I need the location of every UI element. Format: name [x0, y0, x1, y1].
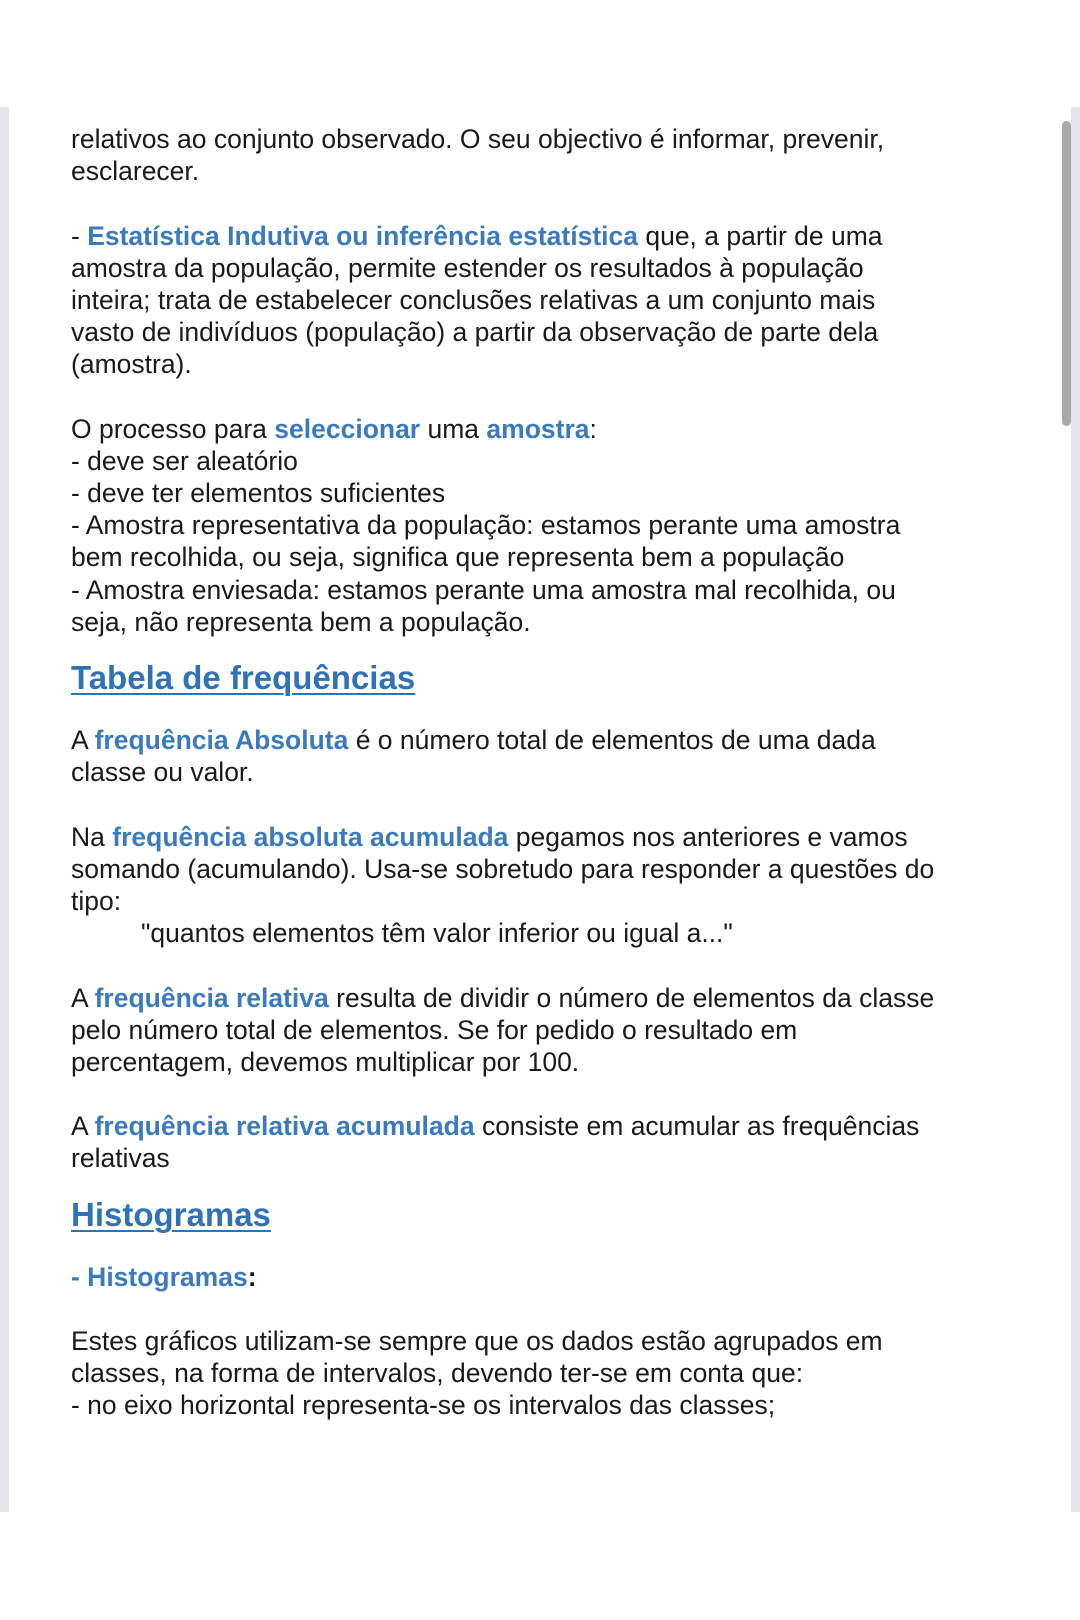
text: A	[71, 1111, 95, 1142]
intro-line: relativos ao conjunto observado. O seu objectivo é informar, prevenir,	[71, 124, 885, 154]
term-absolute-frequency: frequência Absoluta	[94, 725, 349, 755]
scrollbar-thumb[interactable]	[1062, 121, 1071, 426]
list-item: bem recolhida, ou seja, significa que representa bem a população	[71, 542, 845, 573]
text: uma	[420, 413, 487, 444]
quote-line: "quantos elementos têm valor inferior ou igual a..."	[141, 918, 733, 949]
paragraph-line: - no eixo horizontal representa-se os intervalos das classes;	[71, 1390, 776, 1421]
term-cumulative-absolute-frequency: frequência absoluta acumulada	[112, 821, 509, 852]
left-border	[0, 107, 9, 1512]
list-item: - deve ser aleatório	[71, 445, 298, 476]
paragraph-line: somando (acumulando). Usa-se sobretudo para responder a questões do	[71, 853, 935, 884]
paragraph-line: Estes gráficos utilizam-se sempre que os dados estão agrupados em	[71, 1326, 883, 1356]
intro-line: esclarecer.	[71, 156, 200, 187]
inductive-paragraph	[71, 220, 1031, 252]
text: que, a partir de uma	[637, 220, 883, 251]
paragraph-line: (amostra).	[71, 349, 192, 380]
cumulative-relative-paragraph	[71, 1110, 1031, 1142]
text: O processo para	[71, 413, 275, 444]
histograms-subheading	[71, 1261, 1031, 1293]
paragraph-line: percentagem, devemos multiplicar por 100.	[71, 1046, 580, 1077]
term-cumulative-relative-frequency: frequência relativa acumulada	[94, 1111, 475, 1142]
paragraph-line: vasto de indivíduos (população) a partir da observação de parte dela	[71, 317, 879, 348]
paragraph-line: pelo número total de elementos. Se for pedido o resultado em	[71, 1014, 798, 1045]
text: A	[71, 725, 95, 755]
term-relative-frequency: frequência relativa	[94, 982, 329, 1013]
term-seleccionar: seleccionar	[274, 413, 421, 444]
section-heading-histograms[interactable]: Histogramas	[71, 1195, 271, 1233]
dash: -	[71, 220, 88, 251]
list-item: - Amostra enviesada: estamos perante uma amostra mal recolhida, ou	[71, 574, 896, 605]
text: :	[589, 413, 597, 444]
paragraph-line: tipo:	[71, 885, 122, 916]
document-content	[71, 123, 1031, 1422]
paragraph-line: classes, na forma de intervalos, devendo ter-se em conta que:	[71, 1358, 804, 1389]
text: resulta de dividir o número de elementos da classe	[328, 982, 935, 1013]
term-amostra: amostra	[486, 413, 590, 444]
absolute-frequency-paragraph	[71, 724, 1031, 756]
relative-frequency-paragraph	[71, 982, 1031, 1014]
list-item: - Amostra representativa da população: estamos perante uma amostra	[71, 510, 901, 541]
paragraph-line: relativas	[71, 1143, 170, 1174]
text: é o número total de elementos de uma dada	[348, 725, 876, 755]
paragraph-line: amostra da população, permite estender os resultados à população	[71, 252, 864, 283]
colon: :	[247, 1261, 257, 1292]
text: consiste em acumular as frequências	[474, 1111, 920, 1142]
scrollbar-track[interactable]	[1071, 107, 1080, 1512]
list-item: - deve ter elementos suficientes	[71, 478, 446, 509]
text: pegamos nos anteriores e vamos	[508, 821, 908, 852]
document-viewer	[0, 107, 1080, 1512]
text: Na	[71, 821, 113, 852]
paragraph-line: classe ou valor.	[71, 757, 254, 788]
term-inductive-statistics: Estatística Indutiva ou inferência estatística	[87, 220, 638, 251]
process-heading-line	[71, 413, 1031, 445]
list-item: seja, não representa bem a população.	[71, 606, 531, 637]
text: A	[71, 982, 95, 1013]
term-histograms: - Histogramas	[71, 1261, 248, 1292]
section-heading-frequency-table[interactable]: Tabela de frequências	[71, 659, 416, 696]
cumulative-absolute-paragraph	[71, 821, 1031, 853]
paragraph-line: inteira; trata de estabelecer conclusões relativas a um conjunto mais	[71, 284, 876, 315]
